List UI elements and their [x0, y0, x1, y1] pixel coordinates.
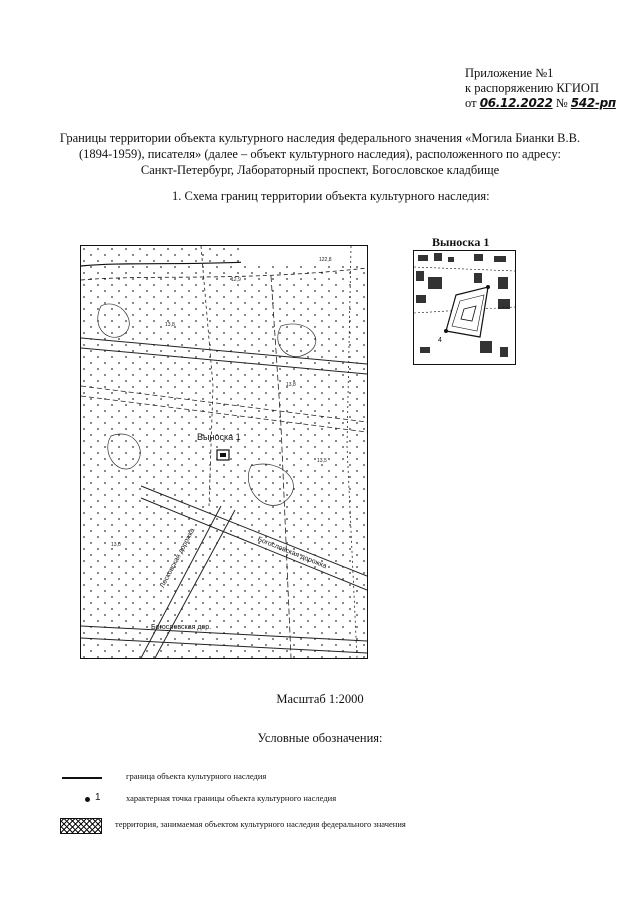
- order-number: 542-рп: [570, 96, 616, 110]
- appendix-line-2: к распоряжению КГИОП: [465, 81, 599, 95]
- appendix-line-1: Приложение №1: [465, 66, 554, 80]
- scale-label: Масштаб 1:2000: [276, 692, 364, 706]
- svg-text:13,5: 13,5: [317, 458, 327, 464]
- legend-item-text: территория, занимаемая объектом культурного наследия федерального значения: [115, 819, 406, 829]
- inset-point-label: 4: [438, 337, 442, 344]
- legend-title: Условные обозначения:: [257, 731, 383, 745]
- map-drawing: [81, 246, 367, 658]
- appendix-date-row: [465, 96, 616, 111]
- title-line-3: Санкт-Петербург, Лабораторный проспект, Богословское кладбище: [140, 163, 500, 177]
- legend-item-text: граница объекта культурного наследия: [126, 771, 267, 781]
- inset-map: [413, 250, 516, 365]
- svg-text:12,9: 12,9: [231, 277, 241, 283]
- title-line-2: (1894-1959), писателя» (далее – объект культурного наследия), расположенного по адресу:: [78, 147, 561, 161]
- appendix-header: [465, 66, 616, 111]
- title-line-1: Границы территории объекта культурного наследия федерального значения «Могила Бианки В.В.: [59, 131, 581, 145]
- hatched-area-icon: [60, 818, 104, 834]
- boundary-line-icon: [60, 770, 104, 786]
- legend-item-boundary: [60, 770, 600, 786]
- map-road-label-1: Богословская дорожка: [256, 536, 328, 571]
- legend-item-text: характерная точка границы объекта культурного наследия: [126, 793, 337, 803]
- order-date: 06.12.2022: [479, 96, 553, 110]
- boundary-map: [80, 245, 368, 659]
- svg-text:122,8: 122,8: [319, 257, 332, 263]
- section-heading: 1. Схема границ территории объекта культурного наследия:: [172, 189, 490, 203]
- map-callout-label: Выноска 1: [197, 432, 241, 442]
- inset-label: Выноска 1: [432, 235, 490, 249]
- svg-text:13,8: 13,8: [286, 382, 296, 388]
- svg-text:13,0: 13,0: [111, 542, 121, 548]
- legend-item-point: [60, 792, 600, 808]
- characteristic-point-icon: [60, 792, 104, 808]
- map-road-label-3: Богословская дор.: [151, 624, 212, 631]
- number-prefix: №: [555, 96, 568, 110]
- date-prefix: от: [465, 96, 477, 110]
- legend-point-number: 1: [95, 792, 101, 803]
- map-road-label-2: Лесковская дорожка: [159, 527, 197, 590]
- svg-text:13,8: 13,8: [165, 322, 175, 328]
- inset-drawing: [414, 251, 515, 364]
- legend-item-area: [60, 818, 600, 834]
- document-title: [40, 130, 600, 178]
